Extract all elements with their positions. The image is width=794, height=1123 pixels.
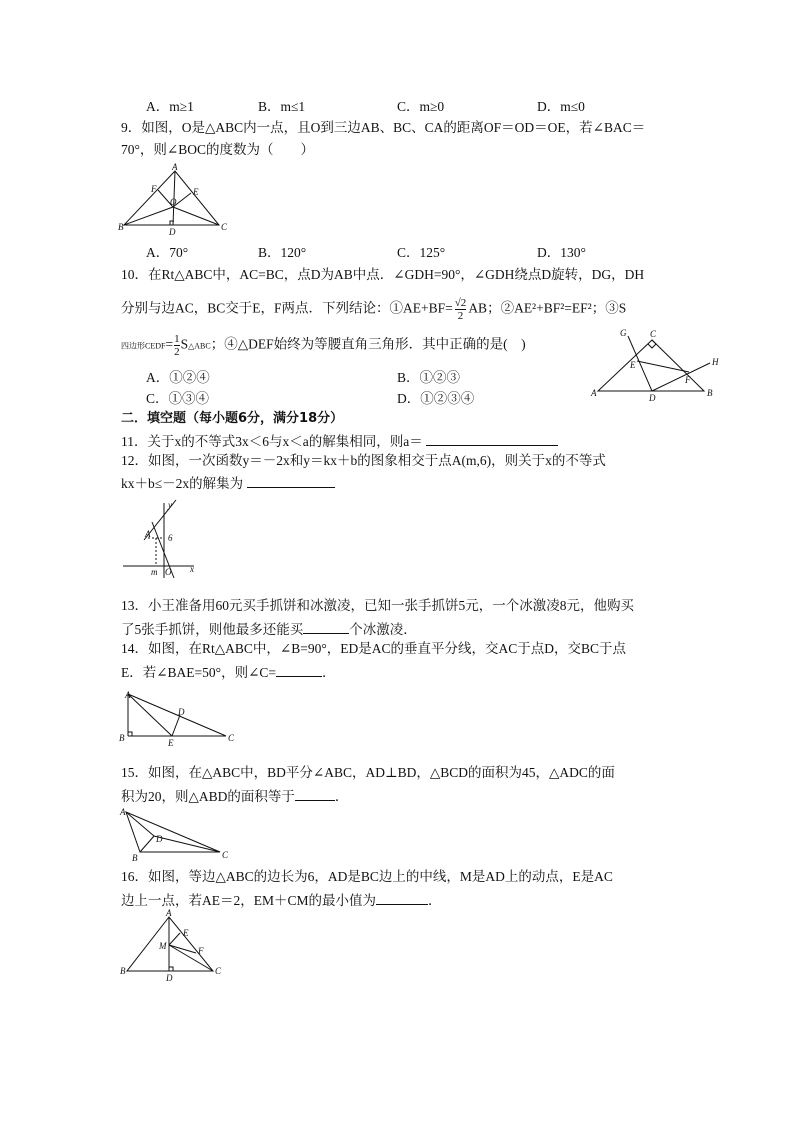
q16-label-f: F (198, 946, 204, 956)
q10-option-c: C．①③④ (146, 391, 210, 406)
q14-label-a: A (125, 690, 131, 700)
q13-stem-line1: 13．小王准备用60元买手抓饼和冰激凌，已知一张手抓饼5元，一个冰激凌8元，他购买 (121, 598, 634, 613)
q15-stem-line2: 积为20，则△ABD的面积等于 ． (121, 789, 349, 804)
q13-answer-blank[interactable] (303, 620, 349, 634)
q16-label-c: C (215, 966, 222, 976)
q15-answer-blank[interactable] (295, 787, 335, 801)
q15-label-a: A (120, 807, 126, 817)
section-2-title: 二．填空题（每小题6分，满分18分） (121, 411, 344, 426)
q12-label-m: m (151, 567, 158, 577)
q9-stem-line2: 70°，则∠BOC的度数为（ ） (121, 142, 314, 157)
q10-option-d: D．①②③④ (397, 391, 475, 406)
q16-label-d: D (166, 973, 173, 983)
q11-stem: 11．关于x的不等式3x＜6与x＜a的解集相同，则a＝ (121, 432, 558, 451)
q15-stem-line1: 15．如图，在△ABC中，BD平分∠ABC，AD⊥BD，△BCD的面积为45，△ADC的面 (121, 765, 615, 780)
q14-label-b: B (119, 733, 125, 743)
q12-label-6: 6 (168, 533, 173, 543)
q8-option-c: C．m≥0 (397, 99, 445, 114)
q10-option-a: A．①②④ (146, 370, 210, 385)
q9-label-f: F (151, 184, 157, 194)
q10-stem-line2: 分别与边AC，BC交于E，F两点．下列结论：①AE+BF= $\frac{√2}{2}$ AB；②AE²+BF²=EF²；③S (121, 297, 627, 323)
q8-option-b: B．m≤1 (258, 99, 306, 114)
q9-label-a: A (172, 162, 178, 172)
q9-option-c: C．125° (397, 245, 446, 260)
q12-answer-blank[interactable] (247, 474, 335, 488)
q13-stem-line2: 了5张手抓饼，则他最多还能买 个冰激凌． (121, 622, 417, 637)
q9-figure (118, 164, 228, 236)
q14-stem-line1: 14．如图，在Rt△ABC中，∠B=90°，ED是AC的垂直平分线，交AC于点D，交BC于点 (121, 641, 626, 656)
q10-figure (590, 328, 720, 404)
q15-label-b: B (132, 853, 138, 863)
q9-label-d: D (169, 227, 176, 237)
q12-label-a: A (145, 529, 151, 539)
q16-answer-blank[interactable] (376, 891, 428, 905)
q12-figure (118, 498, 198, 580)
q14-label-d: D (178, 707, 185, 717)
q15-figure (118, 806, 234, 862)
q12-label-y: y (168, 500, 172, 510)
q16-label-m: M (159, 941, 167, 951)
q15-label-d: D (156, 834, 163, 844)
q16-figure (118, 908, 228, 983)
q10-label-g: G (620, 328, 627, 338)
q12-label-x: x (190, 564, 194, 574)
q14-label-e: E (168, 738, 174, 748)
q9-label-b: B (118, 222, 124, 232)
q10-option-b: B．①②③ (397, 370, 461, 385)
q10-label-e: E (630, 360, 636, 370)
q12-label-o: O (165, 567, 172, 577)
q14-stem-line2: E．若∠BAE=50°，则∠C= ． (121, 665, 336, 680)
q10-label-h: H (712, 357, 719, 367)
q9-stem-line1: 9．如图，O是△ABC内一点，且O到三边AB、BC、CA的距离OF＝OD＝OE，若∠BAC＝ (121, 120, 646, 135)
q8-option-d: D．m≤0 (537, 99, 585, 114)
q9-label-c: C (221, 222, 228, 232)
q9-option-b: B．120° (258, 245, 307, 260)
q9-option-d: D．130° (537, 245, 586, 260)
q9-label-o: O (170, 197, 177, 207)
q12-stem-line1: 12．如图，一次函数y＝－2x和y＝kx＋b的图象相交于点A(m,6)，则关于x的不等式 (121, 453, 606, 468)
q10-stem-line1: 10．在Rt△ABC中，AC=BC，点D为AB中点．∠GDH=90°，∠GDH绕点D旋转，DG，DH (121, 267, 645, 282)
q14-answer-blank[interactable] (276, 663, 322, 677)
q16-stem-line2: 边上一点，若AE＝2，EM＋CM的最小值为 ． (121, 893, 442, 908)
q8-option-a: A．m≥1 (146, 99, 194, 114)
q16-stem-line1: 16．如图，等边△ABC的边长为6，AD是BC边上的中线，M是AD上的动点，E是AC (121, 869, 613, 884)
q12-stem-line2: kx＋b≤－2x的解集为 (121, 474, 335, 493)
q16-label-a: A (166, 908, 172, 918)
q10-label-b: B (707, 388, 713, 398)
q9-option-a: A．70° (146, 245, 189, 260)
q10-label-a: A (591, 388, 597, 398)
q16-label-b: B (120, 966, 126, 976)
q10-stem-line3: 四边形CEDF= $\frac{1}{2}$ S△ABC；④△DEF始终为等腰直角三角形．其中正确的是( ) (121, 333, 526, 359)
q9-label-e: E (193, 187, 199, 197)
q10-label-c: C (650, 329, 657, 339)
q15-label-c: C (222, 850, 229, 860)
q10-label-d: D (649, 393, 656, 403)
q16-label-e: E (183, 928, 189, 938)
q14-label-c: C (228, 733, 235, 743)
q10-label-f: F (685, 375, 691, 385)
q11-answer-blank[interactable] (426, 432, 558, 446)
q14-figure (118, 688, 248, 746)
